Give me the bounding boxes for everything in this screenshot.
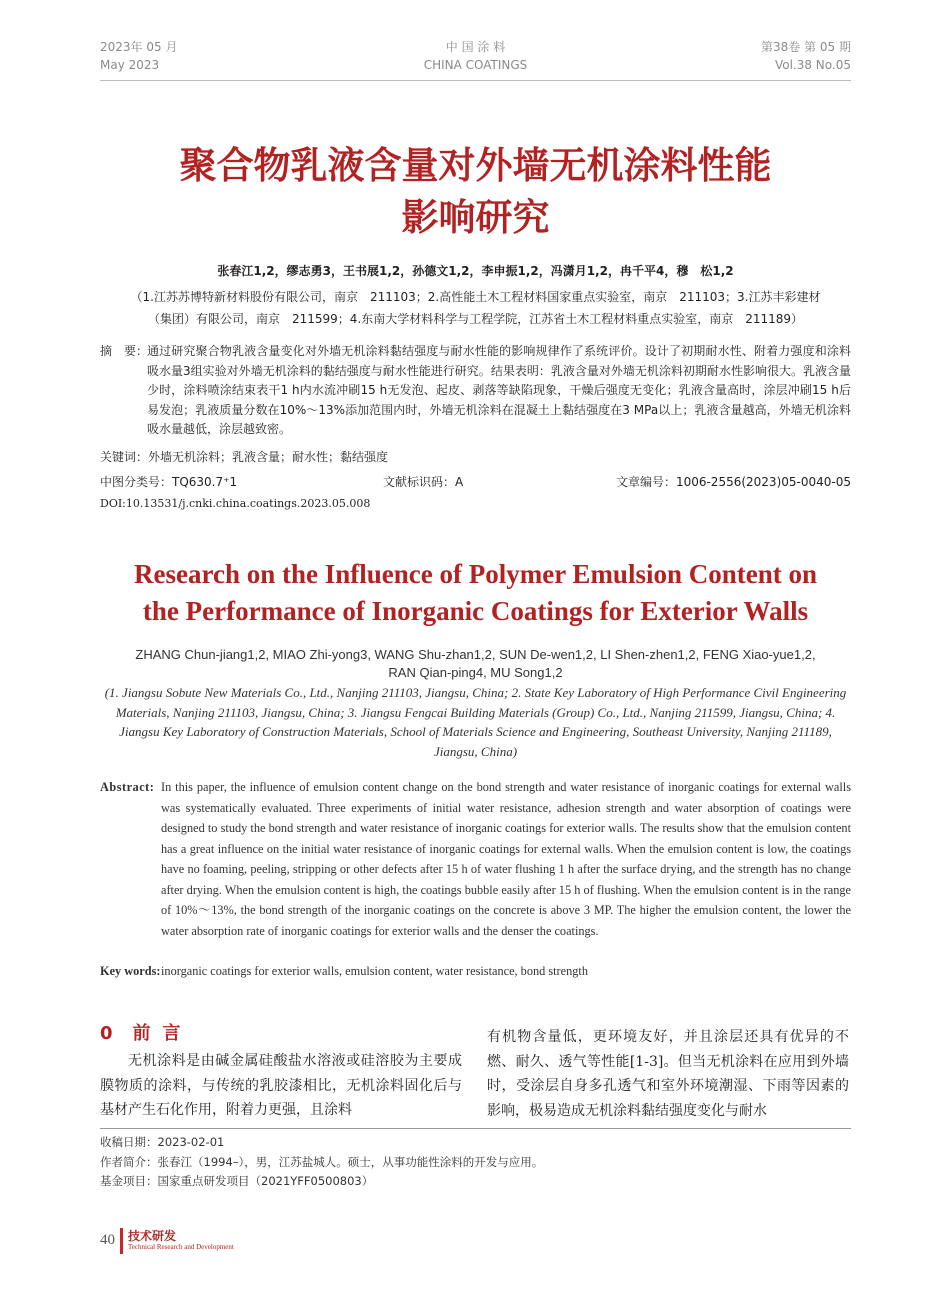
- page-number: 40: [100, 1232, 115, 1248]
- footer-section-en: Technical Research and Development: [128, 1243, 234, 1251]
- footnote-divider: [100, 1128, 851, 1129]
- chinese-affiliations: （1.江苏苏博特新材料股份有限公司，南京 211103；2.高性能土木工程材料国家重点实验室，南京 211103；3.江苏丰彩建材 （集团）有限公司，南京 211599；4.东南大学材料科学与工程学院，江苏省土木工程材料重点实验室，南京 211189）: [130, 290, 821, 326]
- footnote-received: 收稿日期：2023-02-01: [100, 1135, 225, 1149]
- chinese-title: 聚合物乳液含量对外墙无机涂料性能 影响研究: [179, 144, 772, 239]
- english-authors: ZHANG Chun-jiang1,2, MIAO Zhi-yong3, WANG Shu-zhan1,2, SUN De-wen1,2, LI Shen-zhen1,2, FENG Xiao-yue1,2, RAN Qian-ping4, MU Song1,2: [135, 647, 816, 680]
- body-left-column: 无机涂料是由碱金属硅酸盐水溶液或硅溶胶为主要成膜物质的涂料，与传统的乳胶漆相比，无机涂料固化后与基材产生石化作用，附着力更强，且涂料: [100, 1053, 462, 1118]
- running-header: [100, 38, 851, 74]
- section-heading: [100, 1022, 460, 1046]
- section-number: 0: [100, 1023, 113, 1044]
- chinese-abstract-text: 通过研究聚合物乳液含量变化对外墙无机涂料黏结强度与耐水性能的影响规律作了系统评价。设计了初期耐水性、附着力强度和涂料吸水量3组实验对外墙无机涂料的黏结强度与耐水性能进行研究。结果表明：乳液含量对外墙无机涂料初期耐水性影响很大。乳液含量少时，涂料喷涂结束表干1 h内水流冲刷15 h无发泡、起皮、剥落等缺陷现象，干燥后强度无变化；乳液含量高时，涂层冲刷15 h后易发泡；乳液质量分数在10%～13%添加范围内时，外墙无机涂料在混凝土上黏结强度在3 MPa以上；乳液含量越高，外墙无机涂料吸水量越低，涂层越致密。: [147, 344, 851, 436]
- footer-accent-bar: [120, 1228, 123, 1254]
- header-date: 2023年 05 月 May 2023: [100, 40, 178, 72]
- english-keywords-label: Key words:: [100, 964, 161, 978]
- english-keywords: [100, 962, 851, 980]
- header-journal: 中 国 涂 料 CHINA COATINGS: [423, 40, 528, 72]
- clc-number: 中图分类号：TQ630.7⁺1: [100, 475, 238, 489]
- chinese-abstract-label: 摘 要：: [100, 344, 149, 358]
- footnote-fund: 基金项目：国家重点研发项目（2021YFF0500803）: [100, 1174, 374, 1188]
- header-divider: [100, 80, 851, 81]
- chinese-abstract: [100, 342, 851, 440]
- doi: DOI:10.13531/j.cnki.china.coatings.2023.05.008: [100, 497, 371, 510]
- chinese-authors: 张春江1,2，缪志勇3，王书展1,2，孙德文1,2，李申振1,2，冯潇月1,2，冉千平4，穆 松1,2: [217, 264, 734, 278]
- english-title: Research on the Influence of Polymer Emulsion Content on the Performance of Inorganic Coatings for Exterior Walls: [134, 559, 817, 626]
- english-abstract-text: In this paper, the influence of emulsion content change on the bond strength and water resistance of inorganic coatings for external walls was systematically evaluated. Three experiments of initial water resistance, adhesion strength and water absorption of coatings were designed to study the bond strength and water resistance of inorganic coatings for exterior walls. The results show that the emulsion content has a great influence on the initial water resistance of inorganic coatings for external walls. When the emulsion content is low, the coatings have no foaming, peeling, stripping or other defects after 15 h of water flushing 1 h after the surface drying, and the strength has no change after drying. When the emulsion content is high, the coatings bubble easily after 15 h of flushing. When the emulsion content is in the range of 10%～13%, the bond strength of the inorganic coatings on the concrete is above 3 MP. The higher the emulsion content, the lower the water absorption rate of inorganic coatings for exterior walls and the denser the coatings.: [161, 780, 851, 938]
- english-keywords-text: inorganic coatings for exterior walls, emulsion content, water resistance, bond strength: [161, 964, 588, 978]
- header-volume: 第38卷 第 05 期 Vol.38 No.05: [761, 40, 851, 72]
- article-number: 文章编号：1006-2556(2023)05-0040-05: [615, 475, 851, 489]
- document-code: 文献标识码：A: [383, 475, 464, 489]
- english-abstract: [100, 777, 851, 941]
- english-abstract-label: Abstract:: [100, 780, 155, 794]
- section-title: 前言: [132, 1023, 193, 1044]
- chinese-keywords: 关键词：外墙无机涂料；乳液含量；耐水性；黏结强度: [100, 450, 389, 464]
- footnote-author-bio: 作者简介：张春江（1994–），男，江苏盐城人。硕士，从事功能性涂料的开发与应用。: [100, 1154, 544, 1169]
- english-affiliations: (1. Jiangsu Sobute New Materials Co., Ltd., Nanjing 211103, Jiangsu, China; 2. State Key Laboratory of High Performance Civil Engineering Materials, Nanjing 211103, Jiangsu, China; 3. Jiangsu Fengcai Building Materials (Group) Co., Ltd., Nanjing 211599, Jiangsu, China; 4. Jiangsu Key Laboratory of Construction Materials, School of Materials Science and Engineering, Southeast University, Nanjing 211189, Jiangsu, China): [104, 685, 847, 759]
- footnotes: [100, 1133, 851, 1192]
- footer-section-cn: 技术研发: [128, 1229, 177, 1243]
- classification-line: [100, 473, 851, 491]
- body-right-column: 有机物含量低，更环境友好，并且涂层还具有优异的不燃、耐久、透气等性能[1-3]。但当无机涂料在应用到外墙时，受涂层自身多孔透气和室外环境潮湿、下雨等因素的影响，极易造成无机涂料黏结强度变化与耐水: [487, 1029, 849, 1119]
